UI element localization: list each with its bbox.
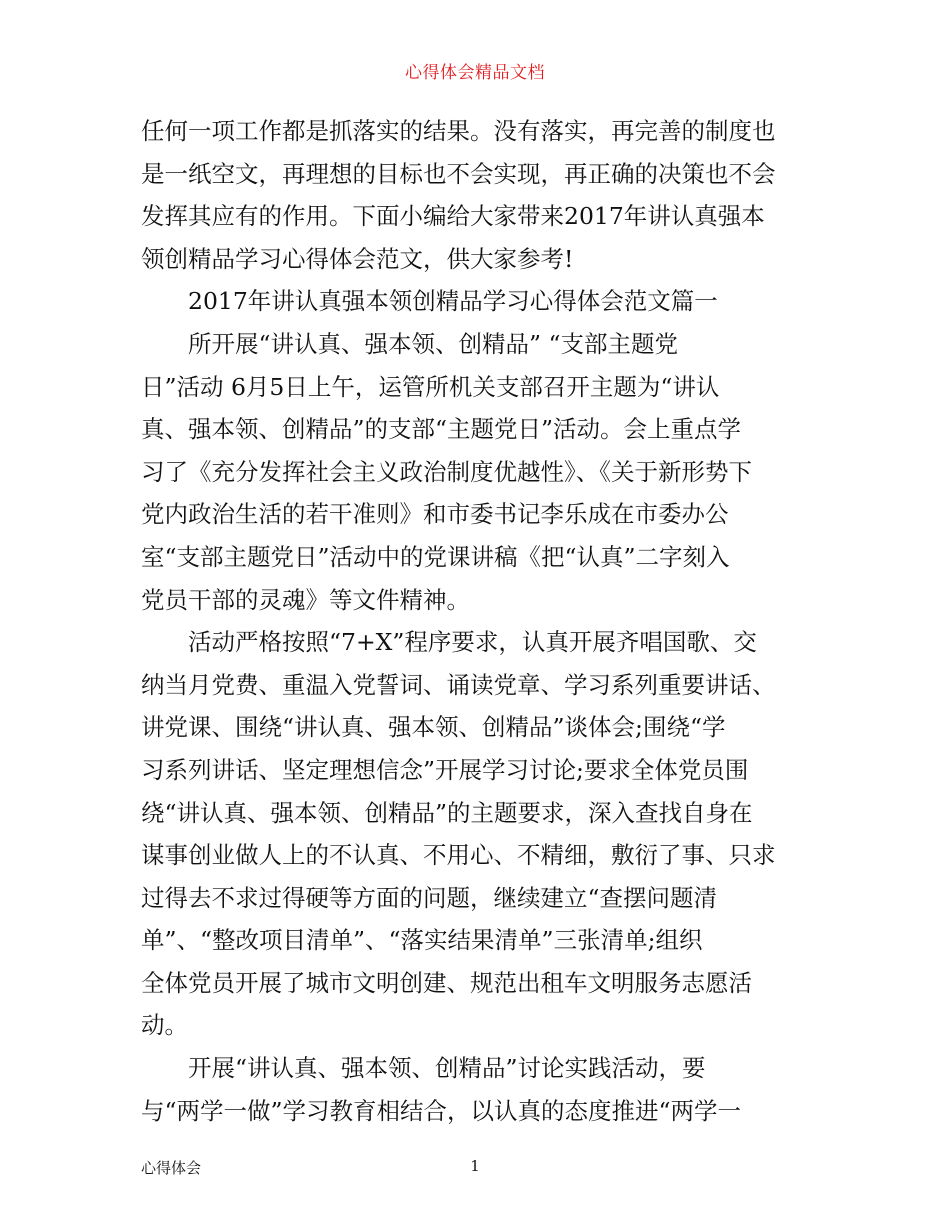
body-line: 过得去不求过得硬等方面的问题，继续建立“查摆问题清 [141,883,718,912]
section-title: 2017年讲认真强本领创精品学习心得体会范文篇一 [141,287,718,316]
body-line: 绕“讲认真、强本领、创精品”的主题要求，深入查找自身在 [141,798,753,827]
body-line: 讲党课、围绕“讲认真、强本领、创精品”谈体会;围绕“学 [141,713,726,742]
body-line: 真、强本领、创精品”的支部“主题党日”活动。会上重点学 [141,415,742,444]
footer-label: 心得体会 [141,1159,202,1177]
body-line: 动。 [141,1011,188,1040]
body-line: 活动严格按照“7+X”程序要求，认真开展齐唱国歌、交 [141,628,757,657]
document-body [141,110,811,1132]
body-line: 党内政治生活的若干准则》和市委书记李乐成在市委办公 [141,500,729,529]
body-line: 党员干部的灵魂》等文件精神。 [141,585,470,614]
body-line: 纳当月党费、重温入党誓词、诵读党章、学习系列重要讲话、 [141,670,776,699]
body-line: 习系列讲话、坚定理想信念”开展学习讨论;要求全体党员围 [141,755,749,784]
body-line: 日”活动 6月5日上午，运管所机关支部召开主题为“讲认 [141,372,720,401]
page-number: 1 [470,1157,480,1175]
body-line: 与“两学一做”学习教育相结合，以认真的态度推进“两学一 [141,1096,742,1125]
body-line: 发挥其应有的作用。下面小编给大家带来2017年讲认真强本 [141,202,765,231]
body-line: 单”、“整改项目清单”、“落实结果清单”三张清单;组织 [141,926,703,955]
body-line: 所开展“讲认真、强本领、创精品” “支部主题党 [141,329,679,358]
body-line: 是一纸空文，再理想的目标也不会实现，再正确的决策也不会 [141,159,776,188]
body-line: 全体党员开展了城市文明创建、规范出租车文明服务志愿活 [141,968,752,997]
body-line: 习了《充分发挥社会主义政治制度优越性》、《关于新形势下 [141,457,752,486]
body-line: 领创精品学习心得体会范文，供大家参考! [141,244,574,273]
body-line: 任何一项工作都是抓落实的结果。没有落实，再完善的制度也 [141,117,776,145]
body-line: 开展“讲认真、强本领、创精品”讨论实践活动，要 [141,1054,706,1083]
body-line: 室“支部主题党日”活动中的党课讲稿《把“认真”二字刻入 [141,542,730,571]
page-header-title: 心得体会精品文档 [405,63,545,83]
body-line: 谋事创业做人上的不认真、不用心、不精细，敷衍了事、只求 [141,841,776,870]
